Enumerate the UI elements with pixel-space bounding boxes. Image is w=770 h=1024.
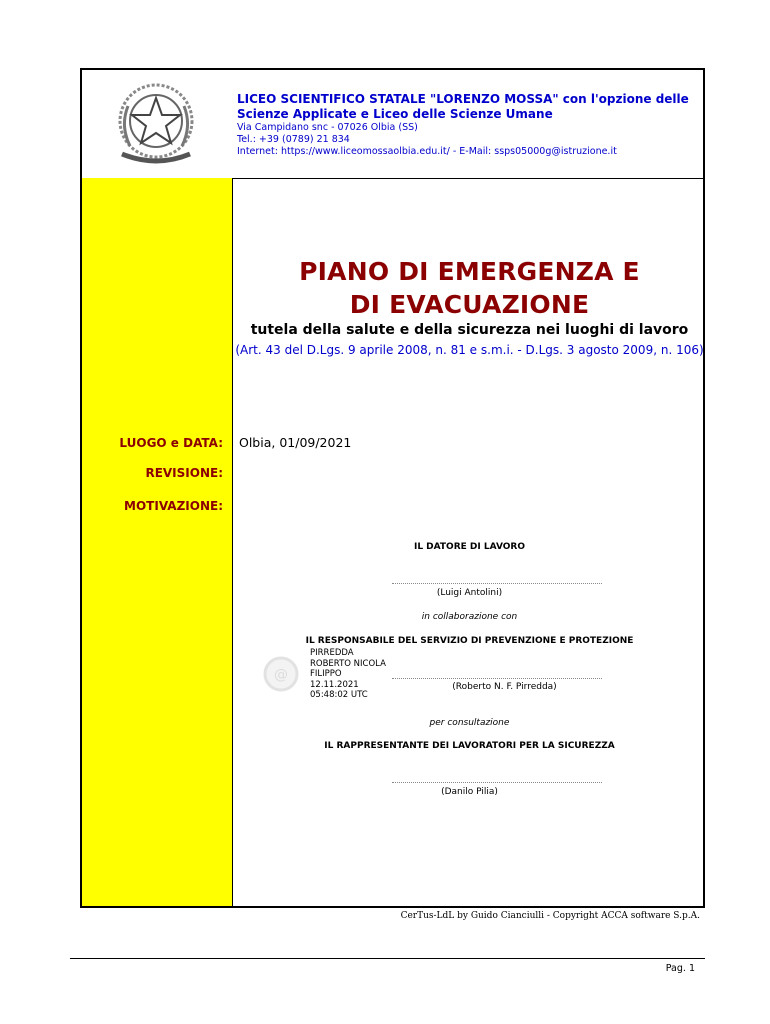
- rls-name: (Danilo Pilia): [441, 787, 498, 797]
- school-header: [82, 70, 703, 179]
- document-subtitle: tutela della salute e della sicurezza nei luoghi di lavoro: [250, 322, 689, 338]
- document-title: [232, 255, 707, 321]
- yellow-sidebar: [82, 178, 233, 906]
- consult-text: per consultazione: [429, 718, 510, 728]
- datore-signature-line: [392, 583, 602, 584]
- revisione-label: REVISIONE:: [145, 466, 223, 480]
- law-reference: (Art. 43 del D.Lgs. 9 aprile 2008, n. 81 e s.m.i. - D.Lgs. 3 agosto 2009, n. 106): [235, 343, 704, 357]
- digital-signature-block: [310, 648, 386, 701]
- document-frame: [80, 68, 705, 908]
- rls-signature-line: [392, 782, 602, 783]
- school-info: [237, 92, 697, 158]
- footer-rule: [70, 958, 705, 959]
- digital-sig-line: FILIPPO: [310, 669, 342, 679]
- digital-sig-line: 05:48:02 UTC: [310, 690, 368, 700]
- school-internet: Internet: https://www.liceomossaolbia.edu.it/ - E-Mail: ssps05000g@istruzione.it: [237, 146, 617, 157]
- republic-emblem-icon: [106, 76, 206, 174]
- luogo-value: Olbia, 01/09/2021: [239, 435, 352, 450]
- svg-text:@: @: [274, 667, 288, 683]
- datore-name: (Luigi Antolini): [436, 588, 503, 598]
- collab-text: in collaborazione con: [421, 612, 518, 622]
- school-tel: Tel.: +39 (0789) 21 834: [237, 134, 350, 145]
- digital-sig-line: ROBERTO NICOLA: [310, 658, 386, 669]
- page-number: Pag. 1: [665, 963, 695, 974]
- digital-sig-line: PIRREDDA: [310, 648, 354, 658]
- title-line-2: DI EVACUAZIONE: [349, 290, 590, 319]
- digital-sig-line: 12.11.2021: [310, 679, 359, 690]
- rspp-name: (Roberto N. F. Pirredda): [452, 682, 557, 692]
- luogo-label: LUOGO e DATA:: [119, 436, 223, 450]
- rspp-signature-line: [392, 678, 602, 679]
- copyright-note: CerTus-LdL by Guido Cianciulli - Copyright ACCA software S.p.A.: [400, 911, 700, 921]
- school-name: LICEO SCIENTIFICO STATALE "LORENZO MOSSA" con l'opzione delle Scienze Applicate e Liceo delle Scienze Umane: [237, 92, 689, 121]
- rspp-title: IL RESPONSABILE DEL SERVIZIO DI PREVENZIONE E PROTEZIONE: [305, 636, 634, 646]
- school-address: Via Campidano snc - 07026 Olbia (SS): [237, 122, 418, 133]
- datore-title: IL DATORE DI LAVORO: [413, 542, 526, 552]
- motivazione-label: MOTIVAZIONE:: [124, 499, 223, 513]
- rls-title: IL RAPPRESENTANTE DEI LAVORATORI PER LA SICUREZZA: [324, 741, 615, 751]
- title-line-1: PIANO DI EMERGENZA E: [299, 257, 640, 286]
